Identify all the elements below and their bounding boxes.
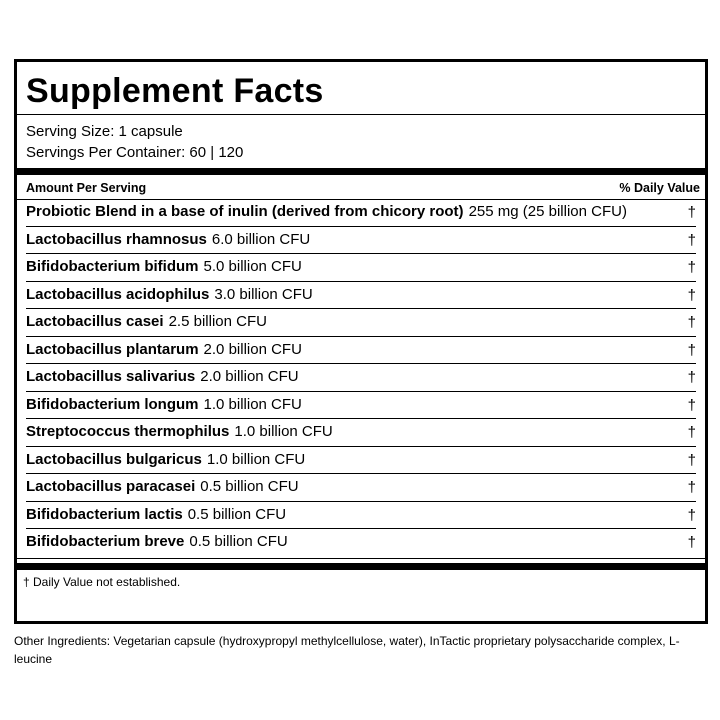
ingredient-name: Lactobacillus rhamnosus [26, 230, 207, 248]
rows-end-divider [17, 558, 705, 559]
ingredient-row [26, 308, 696, 336]
ingredient-row [26, 391, 696, 419]
ingredient-row [26, 226, 696, 254]
ingredient-name: Lactobacillus acidophilus [26, 285, 210, 303]
daily-value-dagger: † [687, 286, 696, 304]
daily-value-dagger: † [687, 204, 696, 221]
panel-title: Supplement Facts [26, 72, 324, 110]
ingredient-name: Lactobacillus casei [26, 313, 164, 330]
ingredient-name: Lactobacillus salivarius [26, 368, 196, 385]
ingredient-row [26, 528, 696, 556]
supplement-facts-panel [14, 59, 708, 624]
ingredient-amount: 2.0 billion CFU [200, 368, 299, 385]
header-amount-per-serving: Amount Per Serving [26, 181, 147, 195]
title-divider [17, 114, 705, 115]
ingredient-rows [26, 199, 696, 556]
servings-per-container: Servings Per Container: 60 | 120 [26, 144, 244, 161]
daily-value-dagger: † [687, 341, 696, 359]
ingredient-amount: 1.0 billion CFU [234, 423, 333, 440]
ingredient-name: Lactobacillus paracasei [26, 478, 196, 495]
daily-value-dagger: † [687, 231, 696, 249]
ingredient-row [26, 473, 696, 501]
ingredient-amount: 0.5 billion CFU [189, 533, 288, 550]
ingredient-row [26, 253, 696, 281]
ingredient-amount: 2.5 billion CFU [168, 313, 267, 330]
ingredient-amount: 5.0 billion CFU [203, 258, 302, 275]
ingredient-amount: 1.0 billion CFU [203, 395, 302, 413]
daily-value-dagger: † [687, 479, 696, 496]
daily-value-dagger: † [687, 314, 696, 331]
ingredient-name: Streptococcus thermophilus [26, 423, 230, 440]
ingredient-name: Lactobacillus bulgaricus [26, 450, 202, 468]
ingredient-name: Lactobacillus plantarum [26, 340, 199, 358]
thick-divider-bottom [17, 563, 705, 570]
ingredient-name: Probiotic Blend in a base of inulin (derived from chicory root) [26, 203, 464, 220]
daily-value-dagger: † [687, 451, 696, 469]
ingredient-name: Bifidobacterium lactis [26, 505, 183, 523]
thick-divider-top [17, 168, 705, 175]
ingredient-name: Bifidobacterium longum [26, 395, 199, 413]
ingredient-name: Bifidobacterium breve [26, 533, 185, 550]
daily-value-dagger: † [687, 534, 696, 551]
daily-value-dagger: † [687, 396, 696, 414]
footnote: † Daily Value not established. [23, 575, 181, 589]
ingredient-row [26, 418, 696, 446]
ingredient-amount: 0.5 billion CFU [187, 505, 287, 523]
ingredient-amount: 6.0 billion CFU [211, 230, 311, 248]
header-daily-value: % Daily Value [619, 181, 700, 195]
daily-value-dagger: † [687, 506, 696, 524]
ingredient-amount: 255 mg (25 billion CFU) [468, 203, 627, 220]
ingredient-row [26, 501, 696, 529]
ingredient-row [26, 336, 696, 364]
table-header [26, 177, 700, 199]
ingredient-amount: 1.0 billion CFU [206, 450, 306, 468]
serving-size: Serving Size: 1 capsule [26, 123, 183, 140]
ingredient-name: Bifidobacterium bifidum [26, 258, 199, 275]
ingredient-row [26, 281, 696, 309]
ingredient-row [26, 446, 696, 474]
daily-value-dagger: † [687, 259, 696, 276]
ingredient-amount: 0.5 billion CFU [200, 478, 299, 495]
ingredient-amount: 3.0 billion CFU [214, 285, 313, 303]
ingredient-row [26, 199, 696, 226]
ingredient-row [26, 363, 696, 391]
daily-value-dagger: † [687, 369, 696, 386]
daily-value-dagger: † [687, 424, 696, 441]
other-ingredients: Other Ingredients: Vegetarian capsule (hydroxypropyl methylcellulose, water), InTactic proprietary polysaccharide complex, L-leucine [14, 634, 680, 666]
ingredient-amount: 2.0 billion CFU [203, 340, 302, 358]
